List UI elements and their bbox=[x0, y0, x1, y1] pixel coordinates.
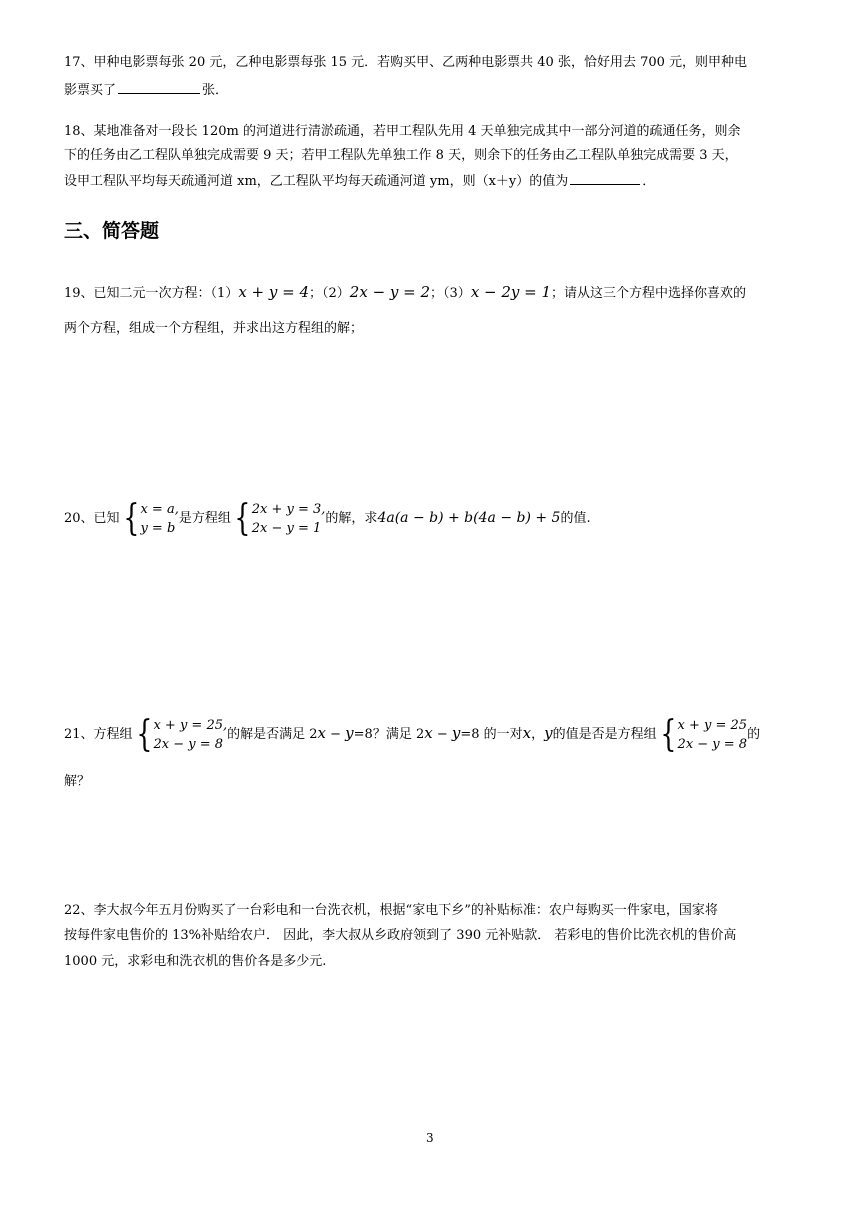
var-y: y bbox=[451, 724, 461, 742]
minus-sign: − bbox=[432, 727, 452, 742]
question-22-line-3: 1000 元，求彩电和洗衣机的售价各是多少元. bbox=[64, 954, 327, 969]
answer-blank-17[interactable] bbox=[118, 80, 200, 94]
question-22-line-1: 22、李大叔今年五月份购买了一台彩电和一台洗衣机，根据“家电下乡”的补贴标准：农户每购买一件家电，国家将 bbox=[64, 903, 718, 918]
var-y: y bbox=[544, 724, 553, 742]
system-line: x + y = 25, bbox=[153, 717, 228, 733]
question-17-text-before-blank: 影票买了 bbox=[64, 83, 117, 98]
system-line: 2x − y = 8 bbox=[677, 736, 748, 752]
page-number: 3 bbox=[426, 1131, 434, 1145]
q21-mid-2: =8？满足 2 bbox=[353, 727, 425, 742]
question-19-line-1 bbox=[64, 283, 746, 303]
equation-1: x + y = 4 bbox=[238, 283, 310, 301]
q21-mid-4: 的值是否是方程组 bbox=[552, 727, 657, 742]
equation-system-solution bbox=[120, 497, 179, 539]
question-17-line-1: 17、甲种电影票每张 20 元，乙种电影票每张 15 元．若购买甲、乙两种电影票共 40 张，恰好用去 700 元，则甲种电 bbox=[64, 55, 748, 70]
question-18-line-2: 下的任务由乙工程队单独完成需要 9 天；若甲工程队先单独工作 8 天，则余下的任务由乙工程队单独完成需要 3 天， bbox=[64, 148, 738, 163]
equation-2: 2x − y = 2 bbox=[349, 283, 431, 301]
left-brace-icon: { bbox=[135, 713, 153, 755]
equation-system-a bbox=[133, 713, 228, 755]
system-line: y = b bbox=[140, 520, 176, 536]
question-20 bbox=[64, 498, 591, 539]
section-heading: 三、简答题 bbox=[64, 220, 160, 242]
question-18-line-1: 18、某地准备对一段长 120m 的河道进行清淤疏通，若甲工程队先用 4 天单独完成其中一部分河道的疏通任务，则余 bbox=[64, 124, 741, 139]
answer-blank-18[interactable] bbox=[570, 171, 640, 185]
q21-suffix: 的 bbox=[747, 727, 761, 742]
system-line: 2x + y = 3, bbox=[251, 501, 326, 517]
question-18-line-3 bbox=[64, 171, 655, 191]
expression: 4a(a − b) + b(4a − b) + 5 bbox=[377, 510, 561, 526]
question-21-line-1 bbox=[64, 713, 760, 755]
question-21-line-2: 解？ bbox=[64, 774, 91, 789]
system-line: 2x − y = 8 bbox=[153, 736, 223, 752]
question-18-text-before-blank: 设甲工程队平均每天疏通河道 xm，乙工程队平均每天疏通河道 ym，则（x＋y）的值为 bbox=[64, 174, 569, 189]
left-brace-icon: { bbox=[234, 497, 251, 539]
equation-3: x − 2y = 1 bbox=[470, 283, 552, 301]
q20-mid-2: 的解，求 bbox=[325, 511, 378, 526]
q20-suffix: 的值. bbox=[560, 511, 591, 526]
left-brace-icon: { bbox=[122, 497, 140, 539]
var-y: y bbox=[345, 724, 354, 742]
q19-suffix: ；请从这三个方程中选择你喜欢的 bbox=[551, 286, 747, 301]
var-x: x bbox=[522, 724, 532, 742]
q20-prefix: 20、已知 bbox=[64, 511, 120, 526]
equation-system-b bbox=[657, 713, 748, 755]
question-17-line-2 bbox=[64, 80, 228, 100]
equation-system bbox=[231, 497, 326, 539]
question-19-line-2: 两个方程，组成一个方程组，并求出这方程组的解； bbox=[64, 321, 364, 336]
q20-mid: 是方程组 bbox=[178, 511, 231, 526]
left-brace-icon: { bbox=[660, 713, 677, 755]
q21-mid-3: =8 的一对 bbox=[460, 727, 523, 742]
comma: ， bbox=[531, 727, 545, 742]
system-line: x = a, bbox=[140, 501, 179, 517]
minus-sign: − bbox=[326, 727, 346, 742]
question-18-text-after-blank: ． bbox=[642, 174, 656, 189]
question-17-text-after-blank: 张． bbox=[202, 83, 229, 98]
var-x: x bbox=[424, 724, 433, 742]
system-line: x + y = 25 bbox=[677, 717, 748, 733]
q19-separator-1: ；（2） bbox=[309, 286, 350, 301]
q21-prefix: 21、方程组 bbox=[64, 727, 133, 742]
q19-prefix: 19、已知二元一次方程：（1） bbox=[64, 286, 239, 301]
system-line: 2x − y = 1 bbox=[251, 520, 322, 536]
q19-separator-2: ；（3） bbox=[430, 286, 471, 301]
var-x: x bbox=[317, 724, 326, 742]
question-22-line-2: 按每件家电售价的 13%补贴给农户． 因此，李大叔从乡政府领到了 390 元补贴款． 若彩电的售价比洗衣机的售价高 bbox=[64, 928, 737, 943]
q21-mid-1: 的解是否满足 2 bbox=[227, 727, 318, 742]
